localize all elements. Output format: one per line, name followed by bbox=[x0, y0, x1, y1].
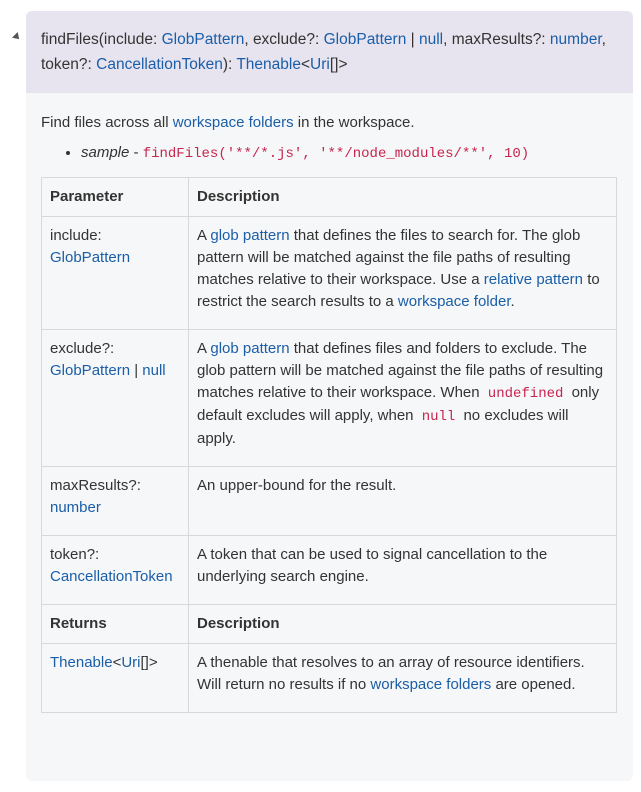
method-description bbox=[26, 112, 633, 713]
type-link-thenable[interactable]: Thenable bbox=[236, 56, 301, 73]
param-cell bbox=[42, 217, 189, 330]
type-link-cancellationtoken[interactable]: CancellationToken bbox=[96, 56, 223, 73]
sample-item bbox=[81, 142, 618, 165]
type-link-uri[interactable]: Uri bbox=[310, 56, 330, 73]
table-row bbox=[42, 644, 617, 713]
type-bracket: []> bbox=[140, 654, 158, 671]
description-cell bbox=[189, 217, 617, 330]
sample-label: sample bbox=[81, 144, 130, 161]
link-glob-pattern[interactable]: glob pattern bbox=[210, 227, 290, 244]
parameters-table bbox=[41, 177, 617, 713]
param-name: exclude?: bbox=[50, 340, 115, 357]
inline-code-null: null bbox=[421, 409, 456, 425]
description-cell: An upper-bound for the result. bbox=[189, 467, 617, 536]
api-doc-panel bbox=[26, 11, 633, 781]
desc-text: A bbox=[197, 227, 211, 244]
link-workspace-folder[interactable]: workspace folder bbox=[397, 293, 511, 310]
intro-after: in the workspace. bbox=[293, 114, 415, 131]
param-name: maxResults?: bbox=[50, 477, 141, 494]
header-parameter: Parameter bbox=[42, 178, 189, 217]
desc-text: to restrict the search results to a bbox=[197, 271, 600, 310]
desc-text: . bbox=[510, 293, 515, 310]
desc-text: that defines files and folders to exclude. The glob pattern will be matched against the file paths of resulting matches relative to their workspace. When bbox=[197, 340, 604, 401]
type-link-globpattern[interactable]: GlobPattern bbox=[161, 31, 245, 48]
link-glob-pattern[interactable]: glob pattern bbox=[210, 340, 290, 357]
table-row bbox=[42, 330, 617, 467]
type-link-cancellationtoken[interactable]: CancellationToken bbox=[50, 568, 173, 585]
description-cell bbox=[189, 330, 617, 467]
type-link-uri[interactable]: Uri bbox=[121, 654, 141, 671]
type-link-number[interactable]: number bbox=[549, 31, 602, 48]
signature-text: , exclude?: bbox=[244, 31, 324, 48]
param-cell bbox=[42, 330, 189, 467]
desc-text: only default excludes will apply, when bbox=[197, 384, 600, 424]
signature-text: ): bbox=[222, 56, 237, 73]
type-link-thenable[interactable]: Thenable bbox=[50, 654, 113, 671]
type-link-globpattern[interactable]: GlobPattern bbox=[323, 31, 407, 48]
type-link-globpattern[interactable]: GlobPattern bbox=[50, 362, 131, 379]
returns-type-cell bbox=[42, 644, 189, 713]
type-link-null[interactable]: null bbox=[418, 31, 444, 48]
sample-list bbox=[41, 142, 618, 165]
header-description: Description bbox=[189, 178, 617, 217]
signature-text: | bbox=[406, 31, 419, 48]
header-returns: Returns bbox=[42, 605, 189, 644]
param-name: include: bbox=[50, 227, 102, 244]
param-cell bbox=[42, 536, 189, 605]
desc-text: that defines the files to search for. The glob pattern will be matched against the file paths of resulting matches relative to their workspace. Use a bbox=[197, 227, 581, 288]
table-header-row bbox=[42, 178, 617, 217]
header-description: Description bbox=[189, 605, 617, 644]
table-row bbox=[42, 467, 617, 536]
type-separator: | bbox=[130, 362, 143, 379]
type-bracket: < bbox=[112, 654, 122, 671]
signature-text: < bbox=[300, 56, 311, 73]
intro-text bbox=[41, 112, 618, 134]
param-cell bbox=[42, 467, 189, 536]
signature-text: []> bbox=[329, 56, 348, 73]
link-relative-pattern[interactable]: relative pattern bbox=[483, 271, 584, 288]
description-cell: A token that can be used to signal cancellation to the underlying search engine. bbox=[189, 536, 617, 605]
returns-header-row bbox=[42, 605, 617, 644]
collapse-toggle-icon[interactable] bbox=[12, 32, 22, 42]
intro-before: Find files across all bbox=[41, 114, 173, 131]
signature-text: findFiles(include: bbox=[41, 31, 162, 48]
link-workspace-folders[interactable]: workspace folders bbox=[370, 676, 492, 693]
desc-text: A thenable that resolves to an array of resource identifiers. Will return no results if no bbox=[197, 654, 585, 693]
type-link-globpattern[interactable]: GlobPattern bbox=[50, 249, 131, 266]
description-cell bbox=[189, 644, 617, 713]
table-row bbox=[42, 536, 617, 605]
link-workspace-folders[interactable]: workspace folders bbox=[172, 114, 294, 131]
param-name: token?: bbox=[50, 546, 100, 563]
desc-text: are opened. bbox=[491, 676, 576, 693]
sample-dash: - bbox=[129, 144, 143, 161]
type-link-null[interactable]: null bbox=[142, 362, 166, 379]
desc-text: A bbox=[197, 340, 211, 357]
inline-code-undefined: undefined bbox=[487, 386, 564, 402]
signature-text: , maxResults?: bbox=[443, 31, 550, 48]
signature-text: , token?: bbox=[41, 31, 606, 73]
sample-code: findFiles('**/*.js', '**/node_modules/**', 10) bbox=[142, 146, 530, 162]
table-row bbox=[42, 217, 617, 330]
type-link-number[interactable]: number bbox=[50, 499, 101, 516]
desc-text: no excludes will apply. bbox=[197, 407, 569, 447]
method-signature bbox=[26, 11, 633, 93]
